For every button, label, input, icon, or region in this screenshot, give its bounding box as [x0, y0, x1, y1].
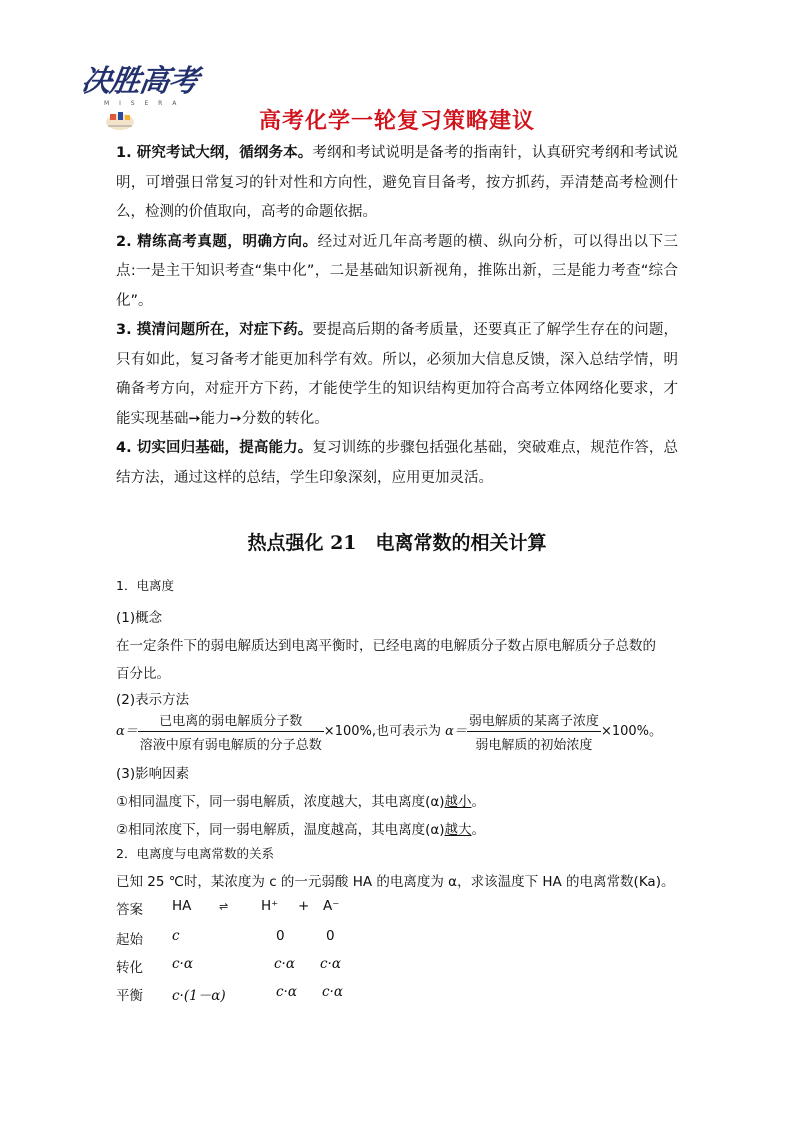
answer-label: 答案: [116, 902, 143, 918]
cell-a: c·α: [322, 984, 343, 1000]
strategy-text: 考纲和考试说明是备考的指南针，认真研究考纲和考试说明，可增强日常复习的针对性和方向性，避免盲目备考，按方抓药，弄清楚高考检测什么，检测的价值取向，高考的命题依据。: [116, 145, 678, 220]
factor-1: [116, 790, 485, 810]
strategy-list: [116, 139, 678, 493]
strategy-item: [116, 316, 678, 434]
row-label: 平衡: [116, 988, 143, 1004]
strategy-heading: 4. 切实回归基础，提高能力。: [116, 440, 313, 456]
species-h: H⁺: [261, 898, 279, 914]
cell-a: 0: [326, 928, 335, 944]
cell-ha: c·α: [172, 956, 193, 972]
cell-a: c·α: [320, 956, 341, 972]
fraction-2-numerator: 弱电解质的某离子浓度: [467, 710, 601, 732]
factor-2-text: ②相同浓度下，同一弱电解质，温度越高，其电离度(α): [116, 822, 445, 838]
cell-ha: c·(1－α): [172, 988, 226, 1004]
concept-text-line2: 百分比。: [116, 666, 170, 682]
strategy-text: 经过对近几年高考题的横、纵向分析，可以得出以下三点:一是主干知识考查“集中化”，二是基础知识新视角，推陈出新，三是能力考查“综合化”。: [116, 233, 678, 309]
formula-lhs-2: α＝: [445, 724, 467, 739]
strategy-item: [116, 434, 678, 493]
strategy-heading: 1. 研究考试大纲，循纲务本。: [116, 145, 313, 161]
strategy-heading: 2. 精练高考真题，明确方向。: [116, 233, 318, 250]
strategy-item: [116, 139, 678, 228]
formula-end: ×100%。: [600, 724, 662, 739]
strategy-item: [116, 228, 678, 317]
strategy-heading: 3. 摸清问题所在，对症下药。: [116, 322, 313, 338]
cell-h: 0: [276, 928, 285, 944]
cell-h: c·α: [276, 984, 297, 1000]
row-label: 起始: [116, 932, 143, 948]
subheading-expression: (2)表示方法: [116, 692, 190, 708]
equilibrium-arrow-icon: ⇌: [219, 900, 229, 913]
ionization-formula: [116, 710, 662, 753]
section-title: 热点强化 21 电离常数的相关计算: [247, 532, 547, 554]
strategy-text: 要提高后期的备考质量，还要真正了解学生存在的问题，只有如此，复习备考才能更加科学有效。所以，必须加大信息反馈，深入总结学情，明确备考方向，对症开方下药，才能使学生的知识结构更加符合高考立体网络化要求，才能实现基础➙能力➙分数的转化。: [116, 322, 678, 427]
subheading-factors: (3)影响因素: [116, 766, 190, 782]
cell-h: c·α: [274, 956, 295, 972]
factor-1-text: ①相同温度下，同一弱电解质，浓度越大，其电离度(α): [116, 794, 445, 810]
problem-text: 已知 25 ℃时，某浓度为 c 的一元弱酸 HA 的电离度为 α，求该温度下 HA 的电离常数(Ka)。: [116, 874, 675, 890]
logo-text: 决胜高考: [79, 64, 200, 99]
formula-lhs: α＝: [116, 724, 138, 739]
fraction-1: [138, 710, 324, 753]
factor-2: [116, 818, 485, 838]
species-ha: HA: [172, 898, 192, 914]
factor-2-emphasis: 越大: [444, 822, 472, 838]
page-title: 高考化学一轮复习策略建议: [258, 109, 535, 134]
fraction-2-denominator: 弱电解质的初始浓度: [475, 738, 593, 753]
subheading-concept: (1)概念: [116, 610, 163, 626]
fraction-1-denominator: 溶液中原有弱电解质的分子总数: [139, 738, 322, 753]
heading-ionization-degree: 1．电离度: [116, 578, 174, 593]
heading-relation: 2．电离度与电离常数的关系: [116, 846, 274, 861]
fraction-2: [467, 710, 601, 753]
fraction-1-numerator: 已电离的弱电解质分子数: [138, 710, 324, 732]
formula-middle: ×100%,也可表示为: [323, 724, 441, 739]
factor-2-end: 。: [471, 822, 486, 838]
factor-1-end: 。: [471, 794, 486, 810]
strategy-text: 复习训练的步骤包括强化基础，突破难点，规范作答，总结方法，通过这样的总结，学生印象深刻，应用更加灵活。: [116, 440, 678, 486]
concept-text-line1: 在一定条件下的弱电解质达到电离平衡时，已经电离的电解质分子数占原电解质分子总数的: [116, 638, 656, 654]
cell-ha: c: [172, 928, 180, 944]
species-plus: +: [298, 898, 310, 914]
row-label: 转化: [116, 960, 143, 976]
species-a: A⁻: [323, 898, 340, 914]
factor-1-emphasis: 越小: [444, 794, 472, 810]
logo-subtitle: M I S E R A: [104, 100, 181, 107]
